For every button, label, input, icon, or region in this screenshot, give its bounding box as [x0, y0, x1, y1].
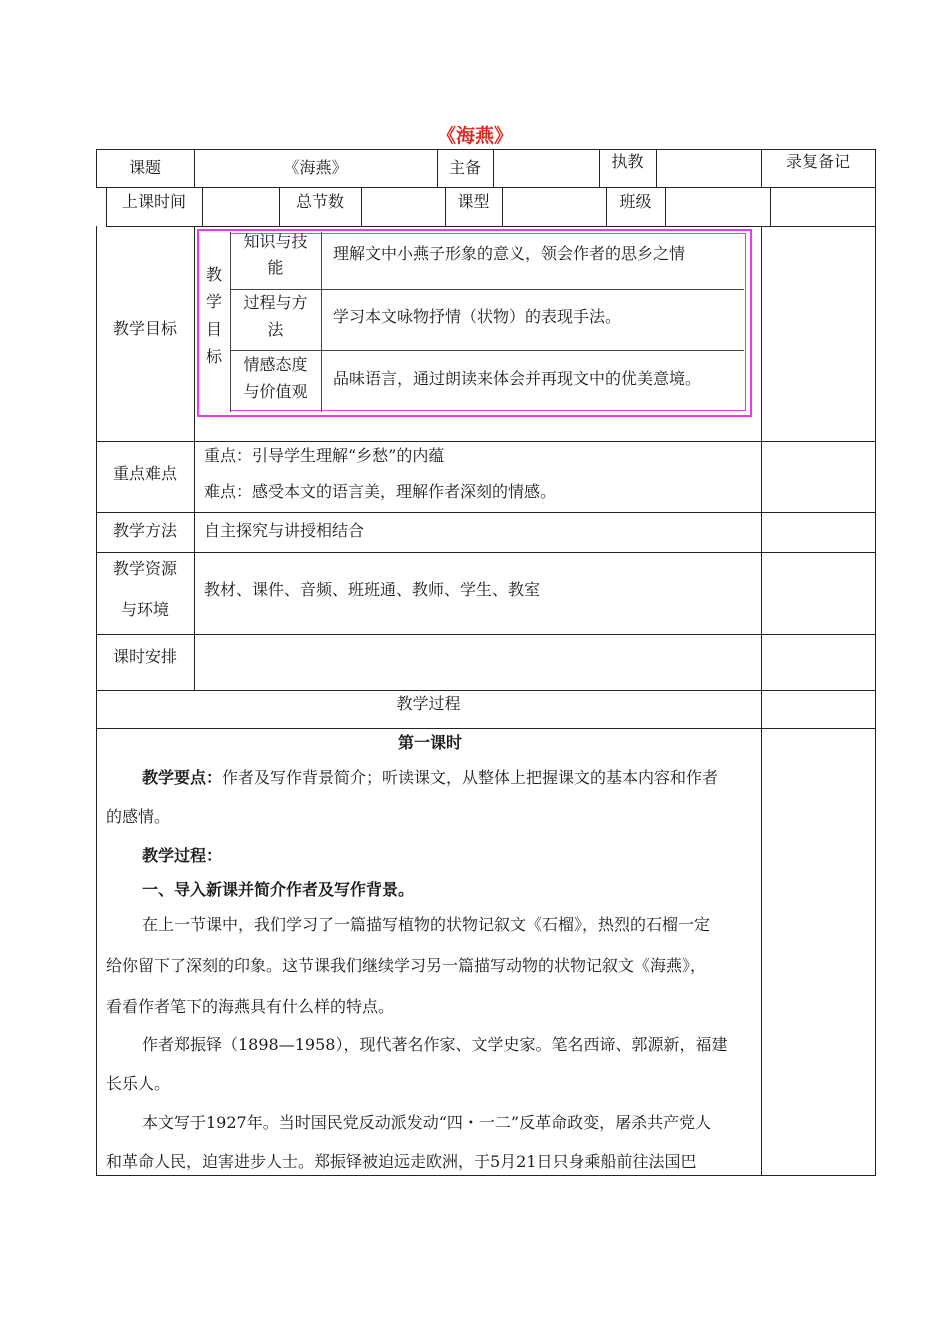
section-1-heading: 一、导入新课并简介作者及写作背景。	[142, 880, 415, 899]
key-label: 教学要点：	[142, 768, 223, 787]
focus-text: 重点：引导学生理解“乡愁”的内蕴	[204, 446, 445, 465]
topic-value: 《海燕》	[283, 158, 348, 177]
class-time-label: 上课时间	[121, 192, 186, 211]
resources-label-line2: 与环境	[120, 600, 169, 619]
record-label: 录复备记	[785, 152, 850, 171]
method-value: 自主探究与讲授相结合	[204, 521, 365, 540]
process-header: 教学过程	[396, 694, 461, 713]
total-sessions-label: 总节数	[295, 192, 344, 211]
goals-inner-char-1: 教	[205, 265, 222, 284]
goals-inner-char-4: 标	[205, 347, 222, 366]
intro-paragraph-line1: 在上一节课中，我们学习了一篇描写植物的状物记叙文《石榴》，热烈的石榴一定	[142, 915, 711, 934]
goal-category-3-line1: 情感态度	[243, 355, 308, 374]
lesson-title: 第一课时	[397, 733, 462, 752]
background-paragraph-line2: 和革命人民，迫害进步人士。郑振铎被迫远走欧洲，于5月21日只身乘船前往法国巴	[106, 1152, 697, 1171]
goal-category-1-line2: 能	[267, 258, 284, 277]
key-text: 作者及写作背景简介；听读课文，从整体上把握课文的基本内容和作者	[222, 768, 719, 787]
intro-paragraph-line3: 看看作者笔下的海燕具有什么样的特点。	[106, 997, 395, 1016]
goals-inner-char-3: 目	[205, 320, 222, 339]
topic-label: 课题	[128, 158, 161, 177]
resources-value: 教材、课件、音频、班班通、教师、学生、教室	[204, 580, 541, 599]
goal-category-2-line2: 法	[267, 320, 284, 339]
teacher-label: 执教	[611, 152, 644, 171]
author-paragraph-line2: 长乐人。	[106, 1074, 171, 1093]
difficulty-text: 难点：感受本文的语言美，理解作者深刻的情感。	[204, 482, 557, 501]
goal-text-1: 理解文中小燕子形象的意义，领会作者的思乡之情	[333, 244, 686, 263]
author-paragraph-line1: 作者郑振铎（1898—1958），现代著名作家、文学史家。笔名西谛、郭源新，福建	[142, 1035, 728, 1054]
goal-category-1-line1: 知识与技	[243, 232, 308, 251]
class-label: 班级	[619, 192, 652, 211]
key-paragraph-line2: 的感情。	[106, 807, 171, 826]
lead-preparer-label: 主备	[448, 158, 481, 177]
lesson-type-label: 课型	[457, 192, 490, 211]
goal-category-3-line2: 与价值观	[243, 382, 308, 401]
document-title: 《海燕》	[436, 125, 513, 147]
resources-label-line1: 教学资源	[112, 559, 177, 578]
key-points-label: 重点难点	[112, 464, 177, 483]
intro-paragraph-line2: 给你留下了深刻的印象。这节课我们继续学习另一篇描写动物的状物记叙文《海燕》，	[106, 956, 707, 975]
process-label: 教学过程：	[142, 846, 223, 865]
method-label: 教学方法	[112, 521, 177, 540]
goal-text-2: 学习本文咏物抒情（状物）的表现手法。	[333, 307, 622, 326]
goal-category-2-line1: 过程与方	[243, 293, 308, 312]
goals-label: 教学目标	[112, 319, 177, 338]
goals-inner-char-2: 学	[205, 292, 222, 311]
schedule-label: 课时安排	[112, 647, 177, 666]
key-paragraph-line1	[106, 767, 754, 789]
background-paragraph-line1: 本文写于1927年。当时国民党反动派发动“四・一二”反革命政变，屠杀共产党人	[142, 1113, 712, 1132]
goal-text-3: 品味语言，通过朗读来体会并再现文中的优美意境。	[333, 369, 702, 388]
